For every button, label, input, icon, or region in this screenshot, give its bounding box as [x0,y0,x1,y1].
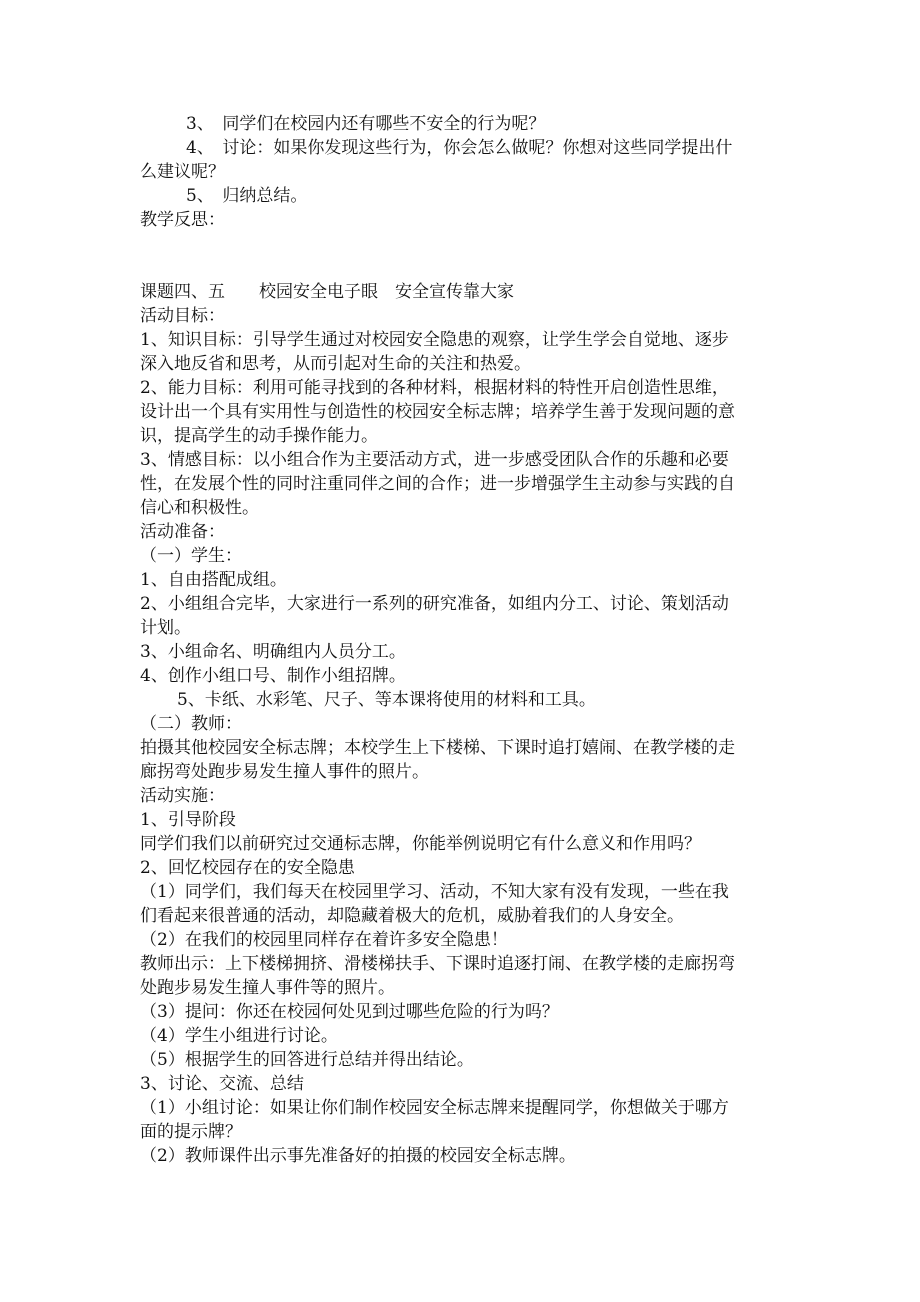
paragraph-line: 设计出一个具有实用性与创造性的校园安全标志牌；培养学生善于发现问题的意 [140,402,735,422]
list-item: 计划。 [140,618,191,638]
paragraph-line: 教师出示：上下楼梯拥挤、滑楼梯扶手、下课时追逐打闹、在教学楼的走廊拐弯 [140,954,735,974]
paragraph-line: （1）同学们，我们每天在校园里学习、活动，不知大家有没有发现，一些在我 [140,882,729,902]
paragraph-line: （2）在我们的校园里同样存在着许多安全隐患！ [140,930,508,950]
section-heading: 活动准备： [140,522,225,542]
section-heading: 教学反思： [140,210,225,230]
paragraph-line: （2）教师课件出示事先准备好的拍摄的校园安全标志牌。 [140,1146,576,1166]
paragraph-line: 同学们我们以前研究过交通标志牌，你能举例说明它有什么意义和作用吗？ [140,834,701,854]
section-heading: 活动实施： [140,786,225,806]
paragraph-line: 深入地反省和思考，从而引起对生命的关注和热爱。 [140,354,531,374]
paragraph-line: 1、知识目标：引导学生通过对校园安全隐患的观察，让学生学会自觉地、逐步 [140,330,729,350]
paragraph-line: 们看起来很普通的活动，却隐藏着极大的危机，威胁着我们的人身安全。 [140,906,684,926]
subsection-heading: （一）学生： [140,546,242,566]
paragraph-line: 1、引导阶段 [140,810,236,830]
list-item: 4、 讨论：如果你发现这些行为，你会怎么做呢？你想对这些同学提出什 [186,138,733,158]
paragraph-line: 3、讨论、交流、总结 [140,1074,304,1094]
list-item: 么建议呢？ [140,162,225,182]
paragraph-line: （5）根据学生的回答进行总结并得出结论。 [140,1050,474,1070]
paragraph-line: 处跑步易发生撞人事件等的照片。 [140,978,395,998]
section-heading: 活动目标： [140,306,225,326]
paragraph-line: 2、回忆校园存在的安全隐患 [140,858,355,878]
list-item: 4、创作小组口号、制作小组招牌。 [140,666,406,686]
subsection-heading: （二）教师： [140,714,242,734]
paragraph-line: 信心和积极性。 [140,498,259,518]
paragraph-line: 拍摄其他校园安全标志牌；本校学生上下楼梯、下课时追打嬉闹、在教学楼的走 [140,738,735,758]
page-title: 课题四、五 校园安全电子眼 安全宣传靠大家 [140,282,514,302]
paragraph-line: （1）小组讨论：如果让你们制作校园安全标志牌来提醒同学，你想做关于哪方 [140,1098,729,1118]
paragraph-line: 3、情感目标：以小组合作为主要活动方式，进一步感受团队合作的乐趣和必要 [140,450,729,470]
list-item: 5、 归纳总结。 [186,186,308,206]
paragraph-line: 2、能力目标：利用可能寻找到的各种材料，根据材料的特性开启创造性思维， [140,378,729,398]
paragraph-line: 识，提高学生的动手操作能力。 [140,426,378,446]
paragraph-line: （3）提问：你还在校园何处见到过哪些危险的行为吗？ [140,1002,559,1022]
list-item: 2、小组组合完毕，大家进行一系列的研究准备，如组内分工、讨论、策划活动 [140,594,729,614]
paragraph-line: 面的提示牌？ [140,1122,242,1142]
list-item: 1、自由搭配成组。 [140,570,287,590]
paragraph-line: （4）学生小组进行讨论。 [140,1026,338,1046]
list-item: 3、 同学们在校园内还有哪些不安全的行为呢？ [186,114,546,134]
list-item: 5、卡纸、水彩笔、尺子、等本课将使用的材料和工具。 [177,690,596,710]
paragraph-line: 廊拐弯处跑步易发生撞人事件的照片。 [140,762,429,782]
paragraph-line: 性，在发展个性的同时注重同伴之间的合作；进一步增强学生主动参与实践的自 [140,474,735,494]
list-item: 3、小组命名、明确组内人员分工。 [140,642,406,662]
